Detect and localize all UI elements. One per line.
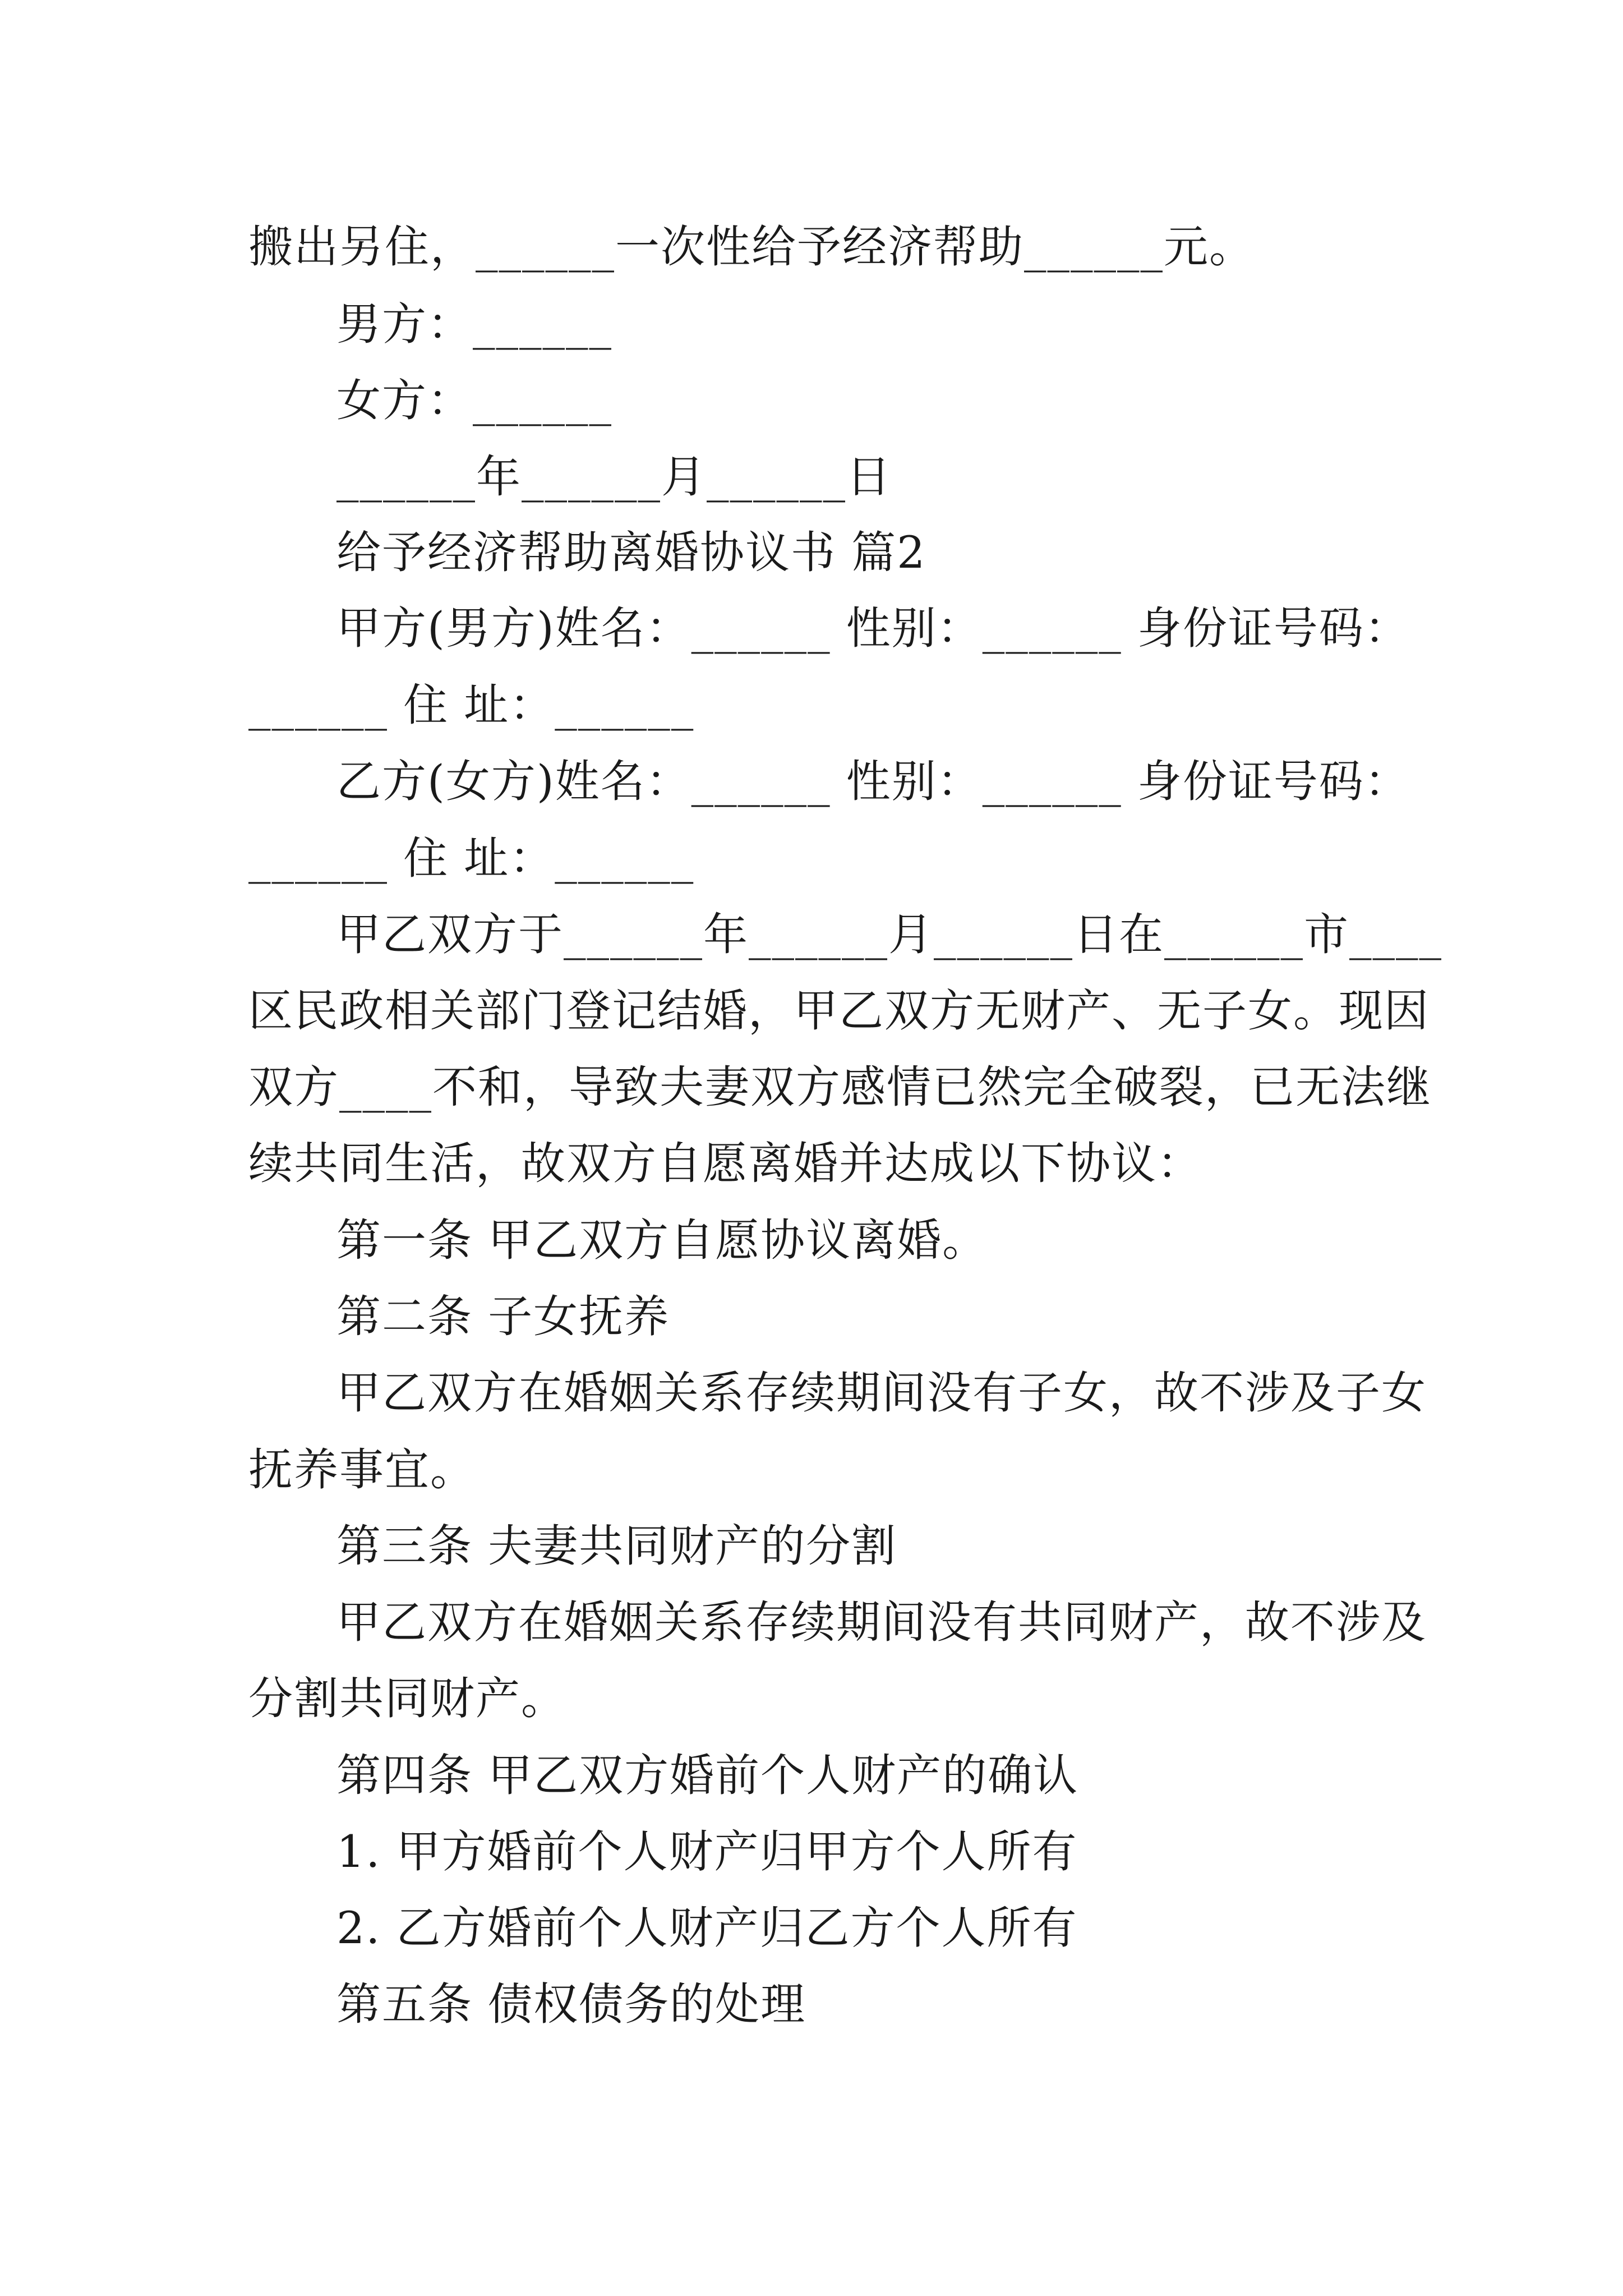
paragraph-line: 甲乙双方在婚姻关系存续期间没有共同财产，故不涉及 <box>336 1596 1427 1648</box>
paragraph-line: 甲乙双方在婚姻关系存续期间没有子女，故不涉及子女 <box>336 1367 1427 1419</box>
paragraph-line: 续共同生活，故双方自愿离婚并达成以下协议： <box>248 1138 1202 1189</box>
party-b-address-line: ______ 住 址：______ <box>248 832 695 884</box>
list-item: 2. 乙方婚前个人财产归乙方个人所有 <box>336 1902 1078 1954</box>
text-line: 搬出另住，______一次性给予经济帮助______元。 <box>248 221 1255 273</box>
paragraph-line: 分割共同财产。 <box>248 1673 566 1724</box>
party-b-line: 乙方(女方)姓名：______ 性别：______ 身份证号码： <box>336 756 1410 807</box>
article-heading: 第四条 甲乙双方婚前个人财产的确认 <box>336 1750 1079 1801</box>
party-a-address-line: ______ 住 址：______ <box>248 679 695 731</box>
date-line: ______年______月______日 <box>336 451 892 503</box>
article-heading: 第五条 债权债务的处理 <box>336 1978 806 2030</box>
signature-line-female: 女方：______ <box>336 375 612 426</box>
paragraph-line: 双方____不和，导致夫妻双方感情已然完全破裂，已无法继 <box>248 1061 1432 1113</box>
paragraph-line: 抚养事宜。 <box>248 1444 476 1496</box>
section-heading: 给予经济帮助离婚协议书 篇2 <box>336 527 926 578</box>
paragraph-line: 区民政相关部门登记结婚，甲乙双方无财产、无子女。现因 <box>248 985 1430 1037</box>
paragraph-line: 甲乙双方于______年______月______日在______市____ <box>336 909 1442 960</box>
article-heading: 第一条 甲乙双方自愿协议离婚。 <box>336 1214 988 1266</box>
article-heading: 第三条 夫妻共同财产的分割 <box>336 1520 897 1572</box>
party-a-line: 甲方(男方)姓名：______ 性别：______ 身份证号码： <box>336 602 1410 654</box>
list-item: 1. 甲方婚前个人财产归甲方个人所有 <box>336 1826 1078 1878</box>
article-heading: 第二条 子女抚养 <box>336 1291 670 1342</box>
signature-line-male: 男方：______ <box>336 298 612 350</box>
